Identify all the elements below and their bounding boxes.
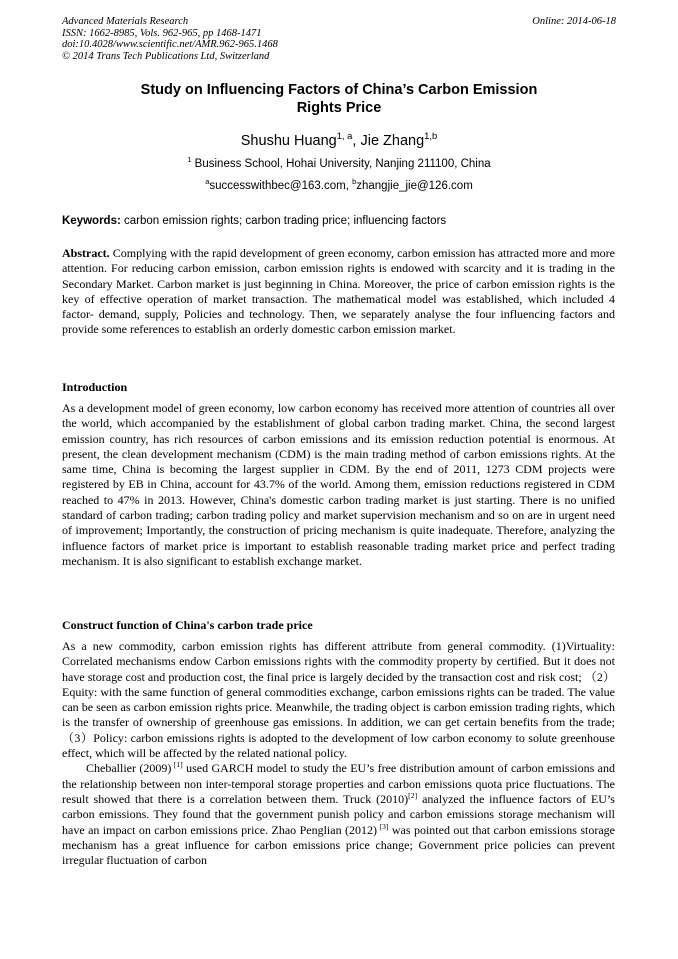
- author-separator: ,: [352, 133, 361, 149]
- author-name: Shushu Huang: [240, 133, 337, 149]
- citation-ref: [3]: [377, 821, 389, 831]
- author-superscript: 1,b: [424, 130, 438, 142]
- introduction-paragraph: As a development model of green economy, low carbon economy has received more attention of countries all over the world, which accompanied by the establishment of global carbon trading market. China, the second largest emission country, has rich resources of carbon emissions and its emission reduction potential is enormous. At present, the clean development mechanism (CDM) is the main trading method of carbon emissions rights. At the same time, China is becoming the largest supplier in CDM. By the end of 2011, 1273 CDM projects were registered by EB in China, account for 43.7% of the world. Among them, emission reductions registered in CDM reached to 47% in 2013. However, China's domestic carbon trading market is just starting. There is no unified standard of carbon trading; carbon trading policy and market supervision mechanism and so on are in urgent need of improvement; Importantly, the construction of pricing mechanism is quite inadequate. Therefore, analyzing the influence factors of market price is important to establish reasonable trading market price and perfect trading mechanism. It is also significant to establish exchange market.: [62, 401, 615, 568]
- paragraph-text: Cheballier (2009): [86, 761, 172, 776]
- keywords: [62, 214, 616, 229]
- author-name: Jie Zhang: [360, 133, 425, 149]
- author-list: [62, 132, 616, 150]
- keywords-text: carbon emission rights; carbon trading price; influencing factors: [120, 215, 447, 227]
- construct-paragraph-1: As a new commodity, carbon emission rights has different attribute from general commodity. (1)Virtuality: Correlated mechanisms endow Carbon emissions rights with the commodity property by certified. But it does not have storage cost and production cost, the final price is largely decided by the transaction cost and risk cost; （2）Equity: with the same function of general commodities exchange, carbon emissions rights can be traded. The value can be seen as carbon emission rights price. Meanwhile, the trading object is carbon emission trading rights, which is the transfer of ownership of greenhouse gas emissions. In addition, we can get certain benefits from the trade; （3）Policy: carbon emissions rights is adopted to the development of low carbon economy to solute greenhouse effect, which will be affected by the related national policy.: [62, 639, 615, 761]
- journal-copyright: © 2014 Trans Tech Publications Ltd, Switzerland: [62, 50, 270, 62]
- affiliation-text: Business School, Hohai University, Nanjing 211100, China: [191, 158, 491, 170]
- email-superscript: a: [205, 177, 210, 187]
- paper-title-line2: Rights Price: [296, 100, 382, 116]
- affiliation-superscript: 1: [187, 155, 192, 165]
- email-address: zhangjie_jie@126.com: [356, 180, 473, 192]
- abstract-label: Abstract.: [62, 246, 110, 260]
- construct-paragraph-2: [62, 761, 615, 868]
- paragraph-text: used GARCH model to study the EU’s free distribution amount of carbon emissions and the relationship between non inter-temporal storage properties and carbon emissions quota price fluctuations. The result showed that there is a correlation between them. Truck (2010): [62, 761, 615, 806]
- author-emails: [62, 179, 616, 193]
- section-heading-construct: Construct function of China's carbon trade price: [62, 618, 313, 632]
- email-superscript: b: [352, 177, 357, 187]
- journal-name: Advanced Materials Research: [62, 16, 189, 27]
- paragraph-text: analyzed the influence factors of EU’s carbon emissions. They found that the government punish policy and carbon emissions storage mechanism will have an impact on carbon emissions price. Zhao Penglian (2012): [62, 791, 615, 837]
- abstract-text: Complying with the rapid development of green economy, carbon emission has attracted more and more attention. For reducing carbon emission, carbon emission rights is endowed with scarcity and it is trading in the Secondary Market. Carbon market is just beginning in China. Moreover, the price of carbon emission rights is the key of effective operation of market transaction. The mathematical model was established, which included 4 factor- demand, supply, Policies and technology. Then, we separately analyse the four influencing factors and provide some references to establish an orderly domestic carbon emission market.: [62, 246, 615, 337]
- affiliation: [62, 157, 616, 171]
- paper-title: [62, 81, 616, 117]
- author-superscript: 1, a: [336, 130, 353, 142]
- online-date: Online: 2014-06-18: [532, 16, 616, 27]
- citation-ref: [1]: [171, 760, 183, 770]
- paragraph-text: was pointed out that carbon emissions storage mechanism has a great influence for carbon emissions price change; Government price policies can prevent irregular fluctuation of carbon: [62, 822, 616, 868]
- journal-doi: doi:10.4028/www.scientific.net/AMR.962-965.1468: [62, 39, 278, 50]
- abstract: [62, 246, 615, 338]
- keywords-label: Keywords:: [62, 215, 121, 227]
- journal-header: [62, 16, 278, 62]
- journal-issn: ISSN: 1662-8985, Vols. 962-965, pp 1468-1471: [62, 27, 262, 39]
- construct-body: [62, 639, 615, 868]
- section-heading-introduction: Introduction: [62, 380, 128, 394]
- introduction-body: [62, 401, 615, 569]
- paper-title-line1: Study on Influencing Factors of China’s Carbon Emission: [140, 82, 538, 98]
- citation-ref: [2]: [408, 790, 418, 800]
- email-address: successwithbec@163.com,: [209, 180, 353, 192]
